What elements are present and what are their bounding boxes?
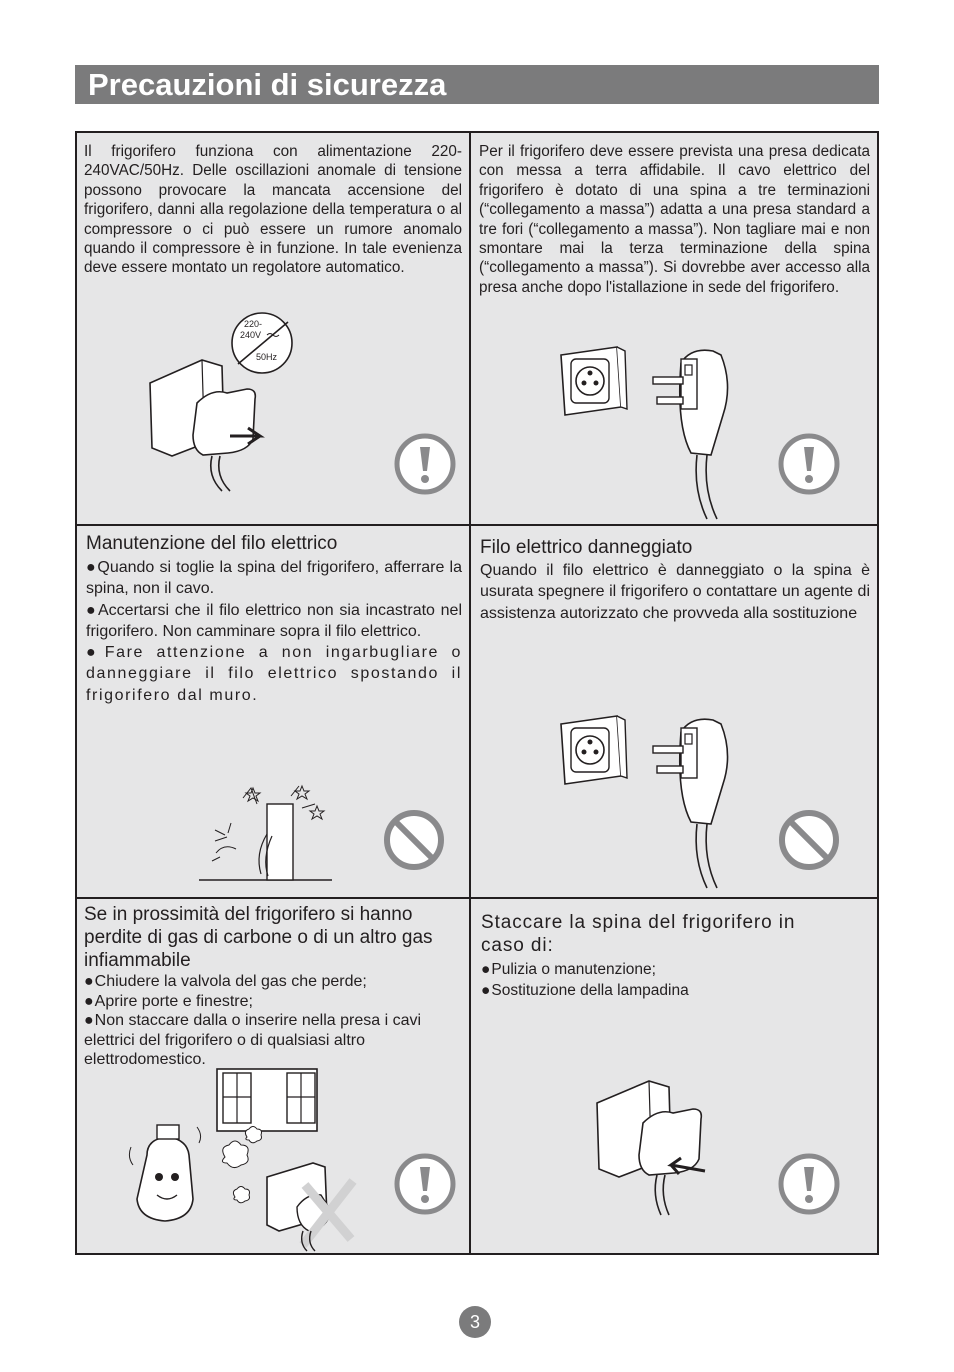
gas-leak-list	[84, 972, 464, 1070]
damaged-cord-text: Quando il filo elettrico è danneggiato o la spina è usurata spegnere il frigorifero o contattare un agente di assistenza autorizzato che provveda alla sostituzione	[480, 562, 870, 622]
unplug-heading: Staccare la spina del frigorifero in caso di:	[481, 912, 796, 956]
grounding-text: Per il frigorifero deve essere prevista una presa dedicata con messa a terra affidabile. Il cavo elettrico del frigorifero è dotato di una spina a tre terminazioni (“collegamento a massa”) adatta a una presa standard a tre fori (“collegamento a massa”). Non tagliare mai e non smontare mai la terza terminazione della spina (“collegamento a massa”). Si dovrebbe aver accesso alla presa anche dopo l'istallazione in sede del frigorifero.	[479, 143, 870, 296]
unplug-bullet-2: ● Sostituzione della lampadina	[481, 980, 871, 1001]
warning-exclamation-icon	[778, 433, 840, 495]
cell-damaged-cord	[471, 526, 879, 897]
gas-leak-bullet-1: ● Chiudere la valvola del gas che perde;	[84, 972, 464, 992]
plug-icon	[651, 714, 741, 894]
warning-exclamation-icon	[778, 1153, 840, 1215]
hand-plug-icon	[142, 308, 292, 498]
prohibition-icon	[383, 809, 445, 871]
gas-cylinder-icon	[129, 1125, 200, 1221]
outlet-icon	[559, 714, 629, 786]
cell-grounding	[471, 133, 879, 524]
voltage-label-1: 220-	[244, 319, 263, 329]
damaged-cord-heading: Filo elettrico danneggiato	[480, 537, 693, 558]
gas-leak-bullet-3: ● Non staccare dalla o inserire nella presa i cavi elettrici del frigorifero o di qualsiasi altro elettrodomestico.	[84, 1011, 464, 1070]
window-icon	[217, 1069, 317, 1131]
outlet-icon	[559, 345, 629, 417]
cord-care-bullet-3: ● Fare attenzione a non ingarbugliare o danneggiare il filo elettrico spostando il frigorifero dal muro.	[86, 642, 462, 706]
cell-power-supply	[77, 133, 469, 524]
unplug-list	[481, 959, 871, 1001]
cell-cord-care	[77, 526, 469, 897]
cell-unplug	[471, 899, 879, 1255]
plug-icon	[651, 345, 741, 525]
voltage-label-2: 240V	[240, 330, 262, 340]
page-title: Precauzioni di sicurezza	[75, 65, 879, 104]
cord-care-bullet-1: ● Quando si toglie la spina del frigorifero, afferrare la spina, non il cavo.	[86, 557, 462, 600]
cord-care-heading: Manutenzione del filo elettrico	[86, 533, 338, 554]
frequency-label: 50Hz	[256, 352, 278, 362]
fridge-wall-cord-icon	[197, 784, 337, 884]
hand-unplug-icon	[593, 1079, 723, 1219]
gas-leak-bullet-2: ● Aprire porte e finestre;	[84, 992, 464, 1012]
prohibition-icon	[778, 809, 840, 871]
gas-leak-heading: Se in prossimità del frigorifero si hanno perdite di gas di carbone o di un altro gas infiammabile	[84, 904, 433, 971]
page-number: 3	[459, 1306, 491, 1338]
cord-care-list	[86, 557, 462, 706]
warning-exclamation-icon	[394, 433, 456, 495]
warning-exclamation-icon	[394, 1153, 456, 1215]
unplug-bullet-1: ● Pulizia o manutenzione;	[481, 959, 871, 980]
cord-care-bullet-2: ● Accertarsi che il filo elettrico non sia incastrato nel frigorifero. Non camminare sopra il filo elettrico.	[86, 600, 462, 643]
power-supply-text: Il frigorifero funziona con alimentazione 220-240VAC/50Hz. Delle oscillazioni anomale di tensione possono provocare la mancata accensione del frigorifero, danni alla regolazione della temperatura o al compressore o ci può essere un rumore anomalo quando il compressore è in funzione. In tale evenienza deve essere montato un regolatore automatico.	[84, 143, 462, 277]
safety-grid	[75, 131, 879, 1255]
cell-gas-leak	[77, 899, 469, 1255]
gas-leak-scene-icon	[127, 1067, 387, 1252]
